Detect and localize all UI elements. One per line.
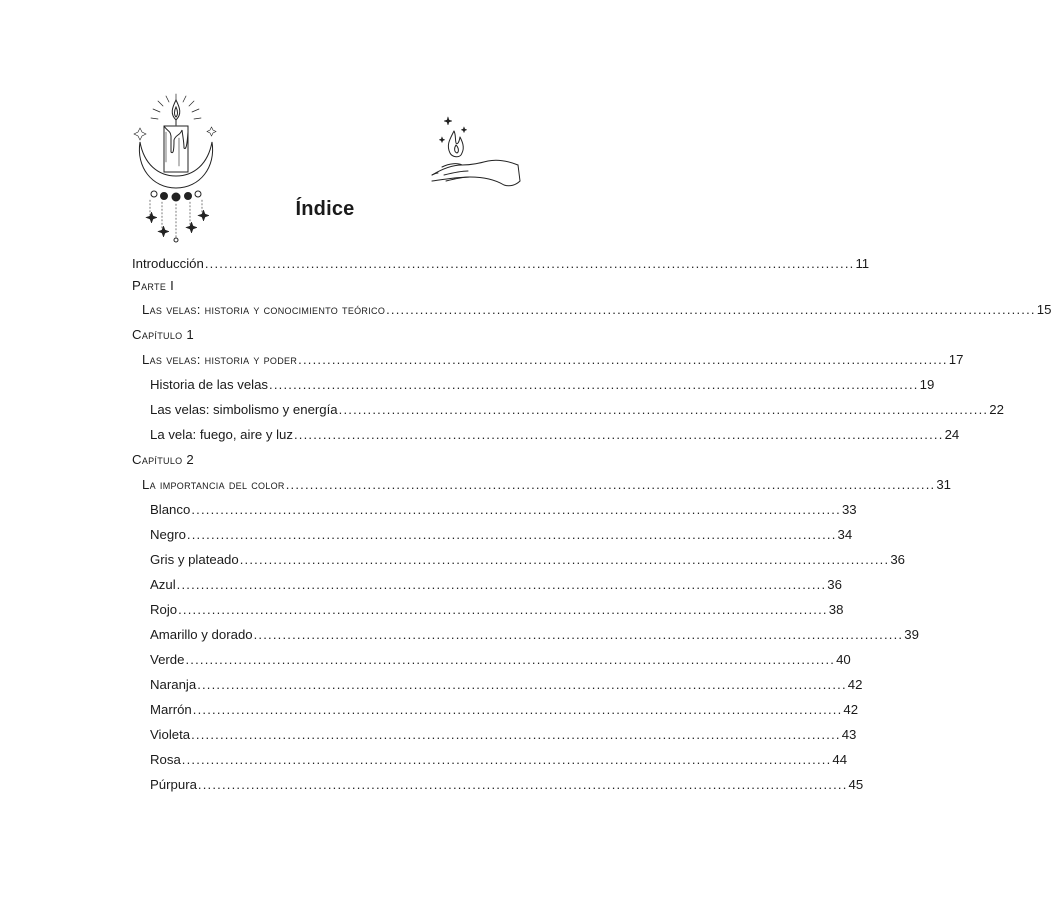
toc-entry-label: Historia de las velas [150, 377, 269, 392]
leader-dots: ....................................................................................................................................... [191, 502, 841, 517]
toc-page-number: 17 [948, 352, 964, 367]
toc-page-number: 22 [989, 402, 1004, 417]
toc-page-number: 15 [1036, 302, 1051, 317]
toc-page-number: 36 [890, 552, 905, 567]
toc-entry-azul[interactable] [150, 577, 842, 593]
leader-dots: ....................................................................................................................................... [192, 702, 843, 717]
toc-page-number: 40 [836, 652, 851, 667]
toc-chapter-heading: Capítulo 2 [132, 452, 195, 467]
toc-entry-las-velas-historia-conocimiento[interactable] [142, 302, 1051, 318]
toc-entry-gris-plateado[interactable] [150, 552, 905, 568]
toc-entry-label: Las velas: simbolismo y energía [150, 402, 338, 417]
toc-page-number: 19 [919, 377, 935, 392]
toc-entry-violeta[interactable] [150, 727, 857, 743]
leader-dots: ....................................................................................................................................... [269, 377, 919, 392]
toc-page-number: 38 [828, 602, 844, 617]
leader-dots: ....................................................................................................................................... [386, 302, 1036, 317]
toc-entry-purpura[interactable] [150, 777, 864, 793]
toc-page-number: 24 [944, 427, 960, 442]
toc-entry-label: Púrpura [150, 777, 197, 792]
leader-dots: ....................................................................................................................................... [176, 577, 827, 592]
toc-entry-verde[interactable] [150, 652, 851, 668]
toc-page-number: 31 [936, 477, 951, 492]
toc-page-number: 43 [841, 727, 857, 742]
toc-entry-marron[interactable] [150, 702, 859, 718]
leader-dots: ....................................................................................................................................... [178, 602, 828, 617]
toc-entry-label: Negro [150, 527, 186, 542]
toc-entry-label: Naranja [150, 677, 197, 692]
leader-dots: ....................................................................................................................................... [338, 402, 989, 417]
page-title: Índice [295, 198, 355, 220]
leader-dots: ....................................................................................................................................... [191, 727, 841, 742]
candle-moon-icon [130, 92, 222, 244]
toc-entry-label: Las velas: historia y conocimiento teórico [142, 302, 386, 317]
leader-dots: ....................................................................................................................................... [197, 677, 847, 692]
toc-entry-blanco[interactable] [150, 502, 857, 518]
toc-part-heading: Parte I [132, 278, 175, 293]
leader-dots: ....................................................................................................................................... [181, 752, 832, 767]
toc-entry-label: Azul [150, 577, 176, 592]
toc-entry-label: Marrón [150, 702, 192, 717]
toc-entry-label: Rosa [150, 752, 181, 767]
toc-entry-importancia-del-color[interactable] [142, 477, 951, 493]
toc-chapter-heading: Capítulo 1 [132, 327, 195, 342]
toc-entry-amarillo-dorado[interactable] [150, 627, 919, 643]
toc-entry-label: Las velas: historia y poder [142, 352, 298, 367]
leader-dots: ....................................................................................................................................... [204, 256, 855, 271]
leader-dots: ....................................................................................................................................... [293, 427, 944, 442]
toc-page-number: 45 [848, 777, 864, 792]
toc-entry-label: Verde [150, 652, 185, 667]
toc-page-number: 34 [837, 527, 853, 542]
leader-dots: ....................................................................................................................................... [197, 777, 848, 792]
toc-entry-rosa[interactable] [150, 752, 848, 768]
toc-page-number: 11 [855, 256, 870, 271]
toc-entry-label: La importancia del color [142, 477, 285, 492]
toc-page-number: 42 [847, 677, 863, 692]
toc-page-number: 33 [841, 502, 857, 517]
toc-entry-historia-de-las-velas[interactable] [150, 377, 935, 393]
toc-entry-label: Amarillo y dorado [150, 627, 253, 642]
toc-page-number: 39 [904, 627, 919, 642]
toc-page-number: 42 [843, 702, 859, 717]
hand-flame-icon [428, 115, 523, 195]
toc-page-number: 44 [832, 752, 848, 767]
toc-entry-label: La vela: fuego, aire y luz [150, 427, 293, 442]
leader-dots: ....................................................................................................................................... [186, 527, 837, 542]
toc-entry-label: Introducción [132, 256, 204, 271]
toc-entry-label: Blanco [150, 502, 191, 517]
toc-entry-simbolismo-energia[interactable] [150, 402, 1004, 418]
toc-page-number: 36 [827, 577, 842, 592]
leader-dots: ....................................................................................................................................... [298, 352, 948, 367]
toc-entry-las-velas-historia-poder[interactable] [142, 352, 964, 368]
toc-entry-introduccion[interactable] [132, 256, 870, 272]
toc-entry-negro[interactable] [150, 527, 853, 543]
toc-entry-rojo[interactable] [150, 602, 844, 618]
toc-entry-fuego-aire-luz[interactable] [150, 427, 960, 443]
leader-dots: ....................................................................................................................................... [285, 477, 936, 492]
toc-entry-label: Violeta [150, 727, 191, 742]
toc-entry-label: Gris y plateado [150, 552, 239, 567]
leader-dots: ....................................................................................................................................... [185, 652, 836, 667]
leader-dots: ....................................................................................................................................... [239, 552, 890, 567]
toc-entry-naranja[interactable] [150, 677, 863, 693]
leader-dots: ....................................................................................................................................... [253, 627, 904, 642]
toc-entry-label: Rojo [150, 602, 178, 617]
